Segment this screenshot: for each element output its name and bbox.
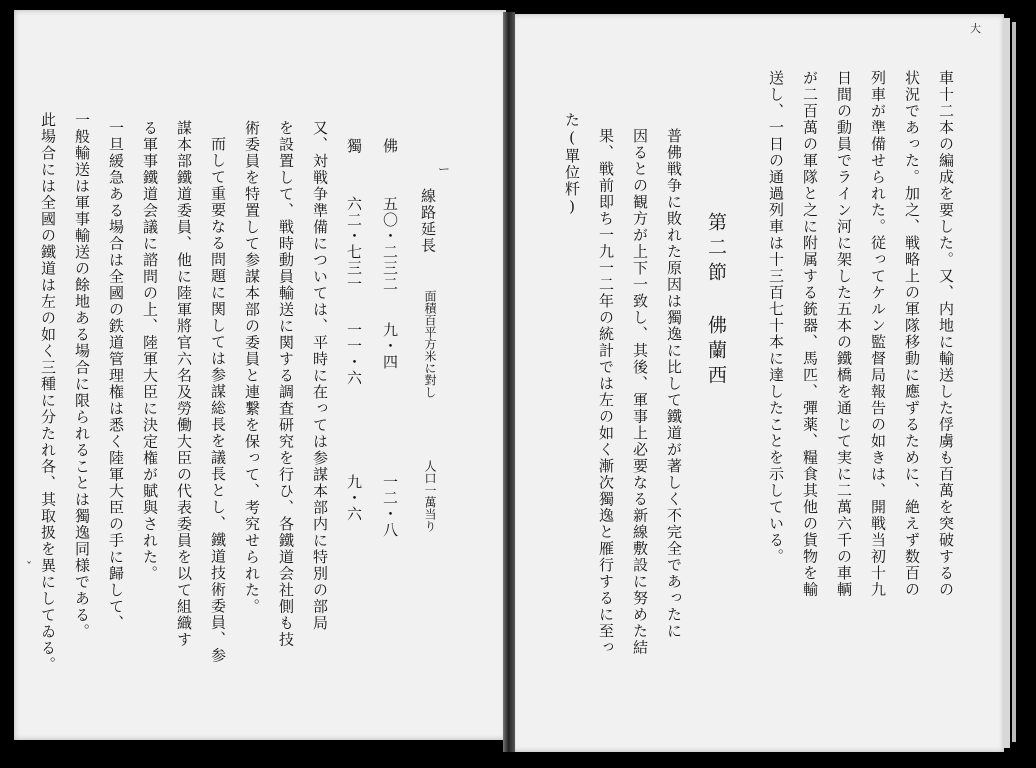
text-column: を設置して、戦時動員輸送に関する調査研究を行ひ、各鐵道会社側も技: [277, 120, 295, 648]
table-cell-population: 一二・八: [381, 474, 399, 538]
text-column: 一般輸送は軍事輸送の餘地ある場合に限られることは獨逸同様である。: [73, 112, 91, 640]
text-column: た(單位粁): [563, 112, 581, 217]
text-column: 又、対戦争準備については、平時に在っては参謀本部内に特別の部局: [311, 120, 329, 632]
text-column: 列車が準備せられた。従ってケルン監督局報告の如きは、開戦当初十九: [869, 70, 887, 598]
text-column: 果、戦前即ち一九一二年の統計では左の如く漸次獨逸と雁行するに至っ: [597, 128, 615, 656]
text-column: 而して重要なる問題に関しては参謀総長を議長とし、鐵道技術委員、参: [209, 136, 227, 664]
table-country: 獨: [345, 138, 363, 155]
right-page: [512, 14, 1004, 752]
text-column: 普佛戦争に敗れた原因は獨逸に比して鐵道が著しく不完全であったに: [665, 128, 683, 640]
table-cell-length: 五〇・二三二: [381, 196, 399, 292]
text-column: が二百萬の軍隊と之に附属する銃器、馬匹、彈薬、糧食其他の貨物を輸: [801, 70, 819, 598]
page-edges-2: [1012, 22, 1016, 742]
table-country: 佛: [381, 138, 399, 155]
text-column: 術委員を特置して参謀本部の委員と連繋を保って、考究せられた。: [243, 120, 261, 615]
table-cell-length: 六二・七三一: [345, 196, 363, 292]
table-header-area: 面積百平方米に對し: [423, 290, 437, 398]
table-header-population: 人口一萬当り: [423, 460, 437, 532]
text-column: 車十二本の編成を要した。又、内地に輸送した俘虜も百萬を突破するの: [937, 70, 955, 598]
table-header-length: 線路延長: [419, 188, 437, 254]
table-cell-area: 一一・六: [345, 322, 363, 386]
table-cell-population: 九・六: [345, 474, 363, 522]
pen-mark: ˇ: [26, 560, 32, 574]
section-heading: 第二節 佛蘭西: [705, 212, 727, 390]
page-number: 大: [970, 22, 981, 35]
text-column: 因るとの観方が上下一致し、其後、軍事上必要なる新線敷設に努めた結: [631, 128, 649, 656]
pen-mark: ー: [438, 162, 451, 176]
text-column: 謀本部鐵道委員、他に陸軍將官六名及勞働大臣の代表委員を以て組織す: [175, 120, 193, 648]
text-column: 此場合には全國の鐵道は左の如く三種に分たれ各、其取扱を異にしてゐる。: [39, 112, 57, 673]
table-cell-area: 九・四: [381, 322, 399, 370]
text-column: 送し、一日の通過列車は十三百七十本に達したことを示している。: [767, 70, 785, 565]
page-edges: [1004, 18, 1010, 748]
text-column: 日間の動員でライン河に架した五本の鐵橋を通じて実に二萬六千の車輌: [835, 70, 853, 598]
text-column: 状況であった。加之、戦略上の軍隊移動に應ずるために、絶えず数百の: [903, 70, 921, 598]
text-column: る軍事鐵道会議に諮問の上、陸軍大臣に決定権が賦與された。: [141, 120, 159, 582]
book-gutter: [503, 12, 515, 752]
text-column: 一旦緩急ある場合は全國の鉄道管理権は悉く陸軍大臣の手に歸して、: [107, 120, 125, 632]
